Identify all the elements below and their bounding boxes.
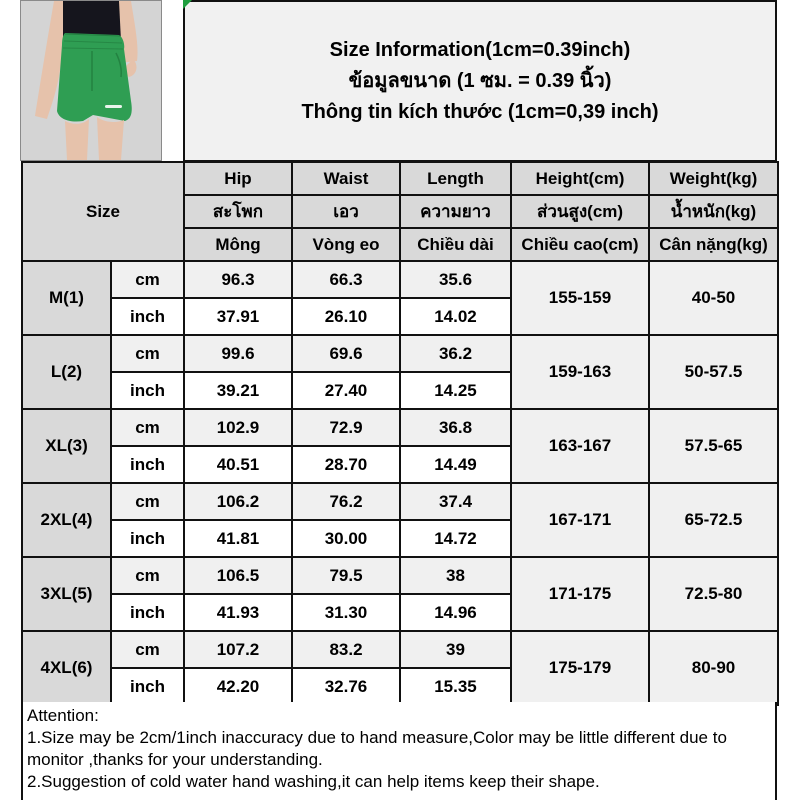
col-header-waist-en: Waist — [292, 162, 400, 195]
weight-range: 65-72.5 — [649, 483, 778, 557]
size-header-cell: Size — [22, 162, 184, 261]
length-value-inch: 14.49 — [400, 446, 511, 483]
waist-value-cm: 83.2 — [292, 631, 400, 668]
weight-range: 50-57.5 — [649, 335, 778, 409]
attention-note-1: 1.Size may be 2cm/1inch inaccuracy due to hand measure,Color may be little different due to monitor ,thanks for your understanding. — [27, 728, 727, 769]
height-range: 155-159 — [511, 261, 649, 335]
col-header-height-vi: Chiều cao(cm) — [511, 228, 649, 261]
waist-value-cm: 79.5 — [292, 557, 400, 594]
col-header-height-th: ส่วนสูง(cm) — [511, 195, 649, 228]
green-corner-flag — [183, 0, 192, 9]
length-value-cm: 35.6 — [400, 261, 511, 298]
title-english: Size Information(1cm=0.39inch) — [329, 39, 631, 61]
col-header-weight-vi: Cân nặng(kg) — [649, 228, 778, 261]
unit-label-inch: inch — [111, 298, 184, 335]
size-row-2xl4-cm — [22, 483, 778, 520]
green-shorts — [57, 33, 132, 122]
left-leg — [65, 119, 89, 160]
height-range: 175-179 — [511, 631, 649, 705]
length-value-cm: 36.2 — [400, 335, 511, 372]
height-range: 159-163 — [511, 335, 649, 409]
col-header-length-th: ความยาว — [400, 195, 511, 228]
weight-range: 40-50 — [649, 261, 778, 335]
hip-value-cm: 107.2 — [184, 631, 292, 668]
col-header-length-vi: Chiều dài — [400, 228, 511, 261]
title-thai: ข้อมูลขนาด (1 ซม. = 0.39 นิ้ว) — [348, 70, 612, 92]
unit-label-inch: inch — [111, 668, 184, 705]
waist-value-inch: 32.76 — [292, 668, 400, 705]
title-vietnamese: Thông tin kích thước (1cm=0,39 inch) — [301, 101, 659, 123]
right-leg — [97, 117, 124, 160]
hip-value-cm: 96.3 — [184, 261, 292, 298]
unit-label-cm: cm — [111, 557, 184, 594]
unit-label-cm: cm — [111, 409, 184, 446]
size-table — [21, 161, 779, 706]
size-row-3xl5-cm — [22, 557, 778, 594]
waist-value-cm: 76.2 — [292, 483, 400, 520]
length-value-cm: 37.4 — [400, 483, 511, 520]
length-value-inch: 14.72 — [400, 520, 511, 557]
col-header-weight-en: Weight(kg) — [649, 162, 778, 195]
size-row-xl3-cm — [22, 409, 778, 446]
hip-value-inch: 42.20 — [184, 668, 292, 705]
size-label: M(1) — [22, 261, 111, 335]
unit-label-cm: cm — [111, 631, 184, 668]
hip-value-inch: 37.91 — [184, 298, 292, 335]
hip-value-inch: 39.21 — [184, 372, 292, 409]
height-range: 163-167 — [511, 409, 649, 483]
waist-value-cm: 72.9 — [292, 409, 400, 446]
unit-label-inch: inch — [111, 446, 184, 483]
weight-range: 57.5-65 — [649, 409, 778, 483]
unit-label-cm: cm — [111, 335, 184, 372]
waist-value-inch: 27.40 — [292, 372, 400, 409]
unit-label-inch: inch — [111, 520, 184, 557]
hip-value-cm: 106.5 — [184, 557, 292, 594]
col-header-hip-en: Hip — [184, 162, 292, 195]
hip-value-cm: 102.9 — [184, 409, 292, 446]
size-label: 2XL(4) — [22, 483, 111, 557]
length-value-inch: 14.96 — [400, 594, 511, 631]
hip-value-inch: 41.81 — [184, 520, 292, 557]
waist-value-inch: 30.00 — [292, 520, 400, 557]
waist-value-inch: 31.30 — [292, 594, 400, 631]
attention-note-2: 2.Suggestion of cold water hand washing,it can help items keep their shape. — [27, 772, 600, 791]
weight-range: 72.5-80 — [649, 557, 778, 631]
height-range: 171-175 — [511, 557, 649, 631]
waist-value-inch: 28.70 — [292, 446, 400, 483]
size-row-4xl6-cm — [22, 631, 778, 668]
unit-label-cm: cm — [111, 261, 184, 298]
size-label: XL(3) — [22, 409, 111, 483]
col-header-height-en: Height(cm) — [511, 162, 649, 195]
unit-label-inch: inch — [111, 594, 184, 631]
col-header-waist-vi: Vòng eo — [292, 228, 400, 261]
length-value-inch: 14.02 — [400, 298, 511, 335]
header-row-english — [22, 162, 778, 195]
hip-value-cm: 99.6 — [184, 335, 292, 372]
weight-range: 80-90 — [649, 631, 778, 705]
size-label: 3XL(5) — [22, 557, 111, 631]
size-row-m1-cm — [22, 261, 778, 298]
length-value-cm: 36.8 — [400, 409, 511, 446]
product-photo — [20, 0, 162, 161]
title-box — [183, 0, 777, 162]
size-row-l2-cm — [22, 335, 778, 372]
length-value-cm: 39 — [400, 631, 511, 668]
attention-section — [21, 702, 777, 800]
length-value-cm: 38 — [400, 557, 511, 594]
col-header-waist-th: เอว — [292, 195, 400, 228]
hip-value-cm: 106.2 — [184, 483, 292, 520]
product-photo-illustration — [21, 1, 161, 160]
hip-value-inch: 41.93 — [184, 594, 292, 631]
hip-value-inch: 40.51 — [184, 446, 292, 483]
col-header-weight-th: น้ำหนัก(kg) — [649, 195, 778, 228]
col-header-length-en: Length — [400, 162, 511, 195]
size-label: 4XL(6) — [22, 631, 111, 705]
length-value-inch: 14.25 — [400, 372, 511, 409]
shorts-logo — [105, 105, 122, 108]
waist-value-inch: 26.10 — [292, 298, 400, 335]
col-header-hip-th: สะโพก — [184, 195, 292, 228]
waist-value-cm: 69.6 — [292, 335, 400, 372]
waist-value-cm: 66.3 — [292, 261, 400, 298]
unit-label-cm: cm — [111, 483, 184, 520]
size-label: L(2) — [22, 335, 111, 409]
unit-label-inch: inch — [111, 372, 184, 409]
height-range: 167-171 — [511, 483, 649, 557]
length-value-inch: 15.35 — [400, 668, 511, 705]
col-header-hip-vi: Mông — [184, 228, 292, 261]
attention-heading: Attention: — [27, 706, 99, 725]
